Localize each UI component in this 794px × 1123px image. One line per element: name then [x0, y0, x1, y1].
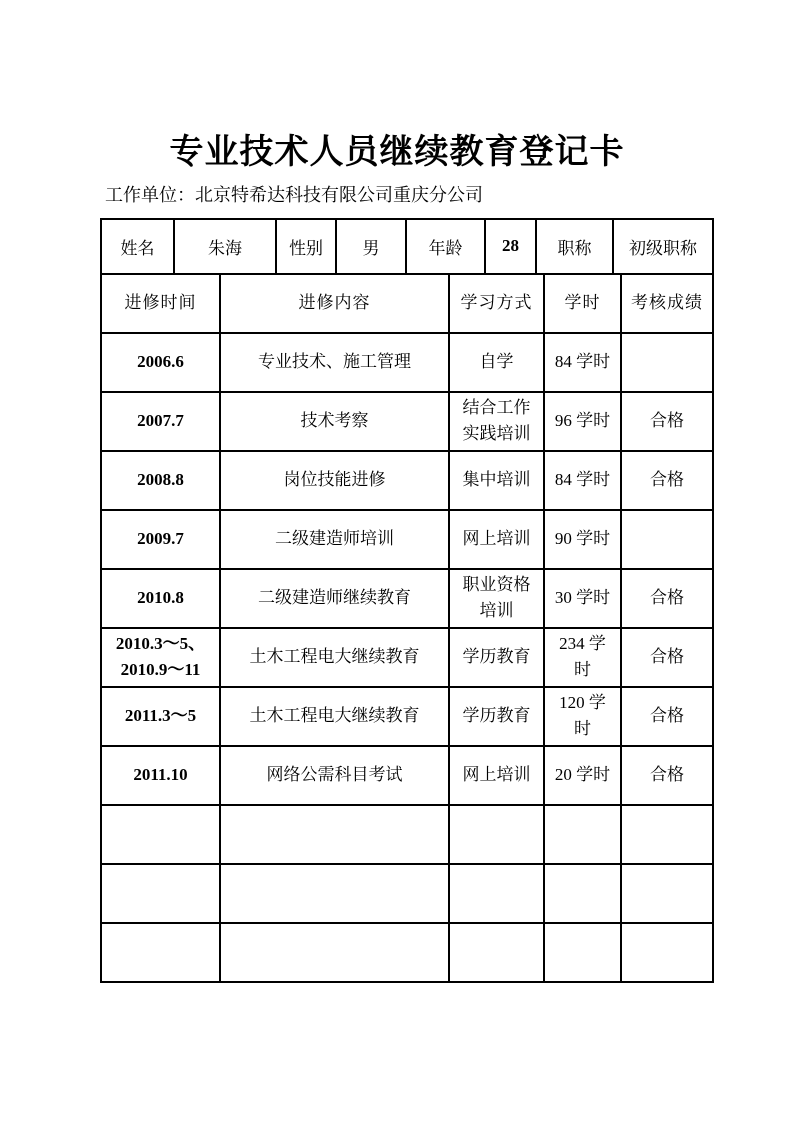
- table-cell: 2011.10: [101, 746, 220, 805]
- table-cell: 2010.8: [101, 569, 220, 628]
- table-cell: [544, 864, 621, 923]
- table-cell: 职业资格培训: [449, 569, 544, 628]
- table-cell: 岗位技能进修: [220, 451, 449, 510]
- table-cell: 2011.3～5: [101, 687, 220, 746]
- jobtitle-label: 职称: [536, 219, 613, 274]
- table-row: [101, 569, 713, 628]
- info-row: [101, 219, 713, 274]
- table-cell: 2007.7: [101, 392, 220, 451]
- table-cell: 二级建造师继续教育: [220, 569, 449, 628]
- table-cell: [220, 923, 449, 982]
- table-row: [101, 451, 713, 510]
- table-cell: [544, 923, 621, 982]
- name-value: 朱海: [174, 219, 276, 274]
- table-cell: 结合工作实践培训: [449, 392, 544, 451]
- table-cell: 自学: [449, 333, 544, 392]
- table-cell: 网络公需科目考试: [220, 746, 449, 805]
- jobtitle-value: 初级职称: [613, 219, 713, 274]
- table-cell: 2010.3～5、2010.9～11: [101, 628, 220, 687]
- table-cell: [220, 864, 449, 923]
- table-cell: [449, 805, 544, 864]
- header-hours: 学时: [544, 274, 621, 333]
- education-table-body: [101, 333, 713, 982]
- table-cell: 合格: [621, 451, 713, 510]
- work-unit-value: 北京特希达科技有限公司重庆分公司: [195, 184, 483, 205]
- table-row: [101, 864, 713, 923]
- table-cell: 30 学时: [544, 569, 621, 628]
- table-row: [101, 510, 713, 569]
- table-row: [101, 333, 713, 392]
- gender-value: 男: [336, 219, 406, 274]
- work-unit-line: [105, 184, 794, 207]
- table-cell: 合格: [621, 746, 713, 805]
- table-cell: 合格: [621, 687, 713, 746]
- table-cell: 集中培训: [449, 451, 544, 510]
- table-cell: 2008.8: [101, 451, 220, 510]
- age-value: 28: [485, 219, 536, 274]
- table-row: [101, 805, 713, 864]
- header-content: 进修内容: [220, 274, 449, 333]
- table-row: [101, 628, 713, 687]
- table-cell: [449, 864, 544, 923]
- header-method: 学习方式: [449, 274, 544, 333]
- age-label: 年龄: [406, 219, 485, 274]
- table-cell: [220, 805, 449, 864]
- table-cell: 技术考察: [220, 392, 449, 451]
- table-cell: 学历教育: [449, 628, 544, 687]
- table-cell: 网上培训: [449, 746, 544, 805]
- table-cell: 合格: [621, 628, 713, 687]
- table-cell: 84 学时: [544, 333, 621, 392]
- table-cell: [449, 923, 544, 982]
- table-row: [101, 923, 713, 982]
- table-cell: [621, 923, 713, 982]
- table-cell: 土木工程电大继续教育: [220, 628, 449, 687]
- table-cell: [621, 864, 713, 923]
- table-row: [101, 746, 713, 805]
- table-cell: 2006.6: [101, 333, 220, 392]
- gender-label: 性别: [276, 219, 336, 274]
- education-table-header-row: [101, 274, 713, 333]
- education-table: [100, 273, 714, 983]
- table-cell: 专业技术、施工管理: [220, 333, 449, 392]
- table-cell: 84 学时: [544, 451, 621, 510]
- table-cell: 96 学时: [544, 392, 621, 451]
- table-cell: 90 学时: [544, 510, 621, 569]
- table-cell: 120 学时: [544, 687, 621, 746]
- table-cell: [621, 805, 713, 864]
- info-table: [100, 218, 714, 275]
- table-cell: [621, 510, 713, 569]
- header-result: 考核成绩: [621, 274, 713, 333]
- table-cell: 二级建造师培训: [220, 510, 449, 569]
- table-cell: [101, 805, 220, 864]
- page-title: 专业技术人员继续教育登记卡: [169, 134, 625, 171]
- table-cell: 20 学时: [544, 746, 621, 805]
- table-cell: [621, 333, 713, 392]
- table-cell: 合格: [621, 569, 713, 628]
- work-unit-label: 工作单位：: [105, 184, 195, 205]
- table-cell: [101, 923, 220, 982]
- header-period: 进修时间: [101, 274, 220, 333]
- table-row: [101, 392, 713, 451]
- table-cell: [544, 805, 621, 864]
- table-row: [101, 687, 713, 746]
- table-cell: 合格: [621, 392, 713, 451]
- table-cell: 2009.7: [101, 510, 220, 569]
- table-cell: 土木工程电大继续教育: [220, 687, 449, 746]
- table-cell: 234 学时: [544, 628, 621, 687]
- name-label: 姓名: [101, 219, 174, 274]
- table-cell: 网上培训: [449, 510, 544, 569]
- table-cell: 学历教育: [449, 687, 544, 746]
- table-cell: [101, 864, 220, 923]
